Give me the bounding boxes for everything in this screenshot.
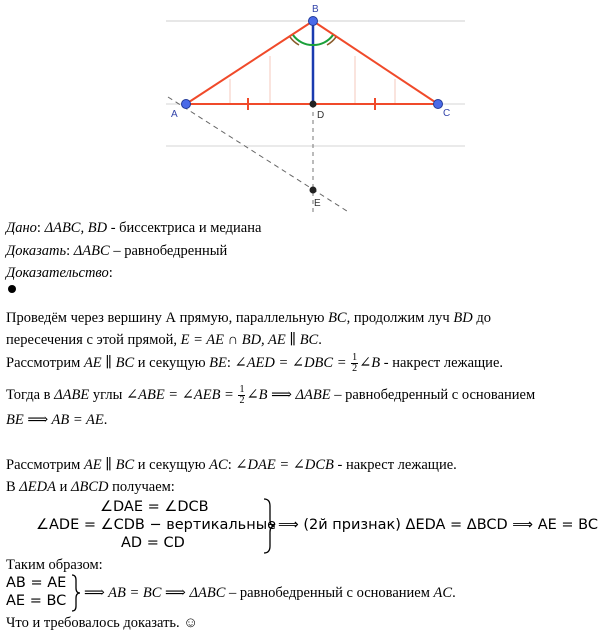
proof-label-line: Доказательство:	[6, 265, 113, 281]
label-d: D	[317, 110, 325, 121]
system5-row1: ∠DAE = ∠DCB	[100, 499, 209, 515]
proof-label: Доказательство	[6, 265, 109, 281]
label-b: B	[312, 4, 319, 15]
step4-line: Рассмотрим AE ∥ BC и секущую AC: ∠DAE = ∠DCB - накрест лежащие.	[6, 457, 457, 473]
step2-line: Рассмотрим AE ∥ BC и секущую BE: ∠AED = ∠DBC = $\frac{1}{2}$ ∠B - накрест лежащие.	[6, 352, 503, 374]
prove-line: Доказать: ΔABC – равнобедренный	[6, 243, 228, 259]
point-b	[309, 17, 318, 26]
fraction-half: $\frac{1}{2}$	[352, 352, 358, 374]
point-d	[310, 101, 317, 108]
label-c: C	[443, 108, 451, 119]
system5-row2: ∠ADE = ∠CDB − вертикальные	[36, 517, 277, 533]
system6-row2: AE = BC	[6, 593, 67, 609]
step1-line2: пересечения с этой прямой, E = AE ∩ BD, AE ∥ BC.	[6, 332, 322, 348]
given-line: Дано: ΔABC, BD - биссектриса и медиана	[6, 220, 262, 236]
step6-label: Таким образом:	[6, 557, 103, 573]
step3-line1: Тогда в ΔABE углы ∠ABE = ∠AEB = $\frac{1}{2}$ ∠B ⟹ ΔABE – равнобедренный с основанием	[6, 384, 536, 406]
label-a: A	[171, 109, 178, 120]
prove-label: Доказать	[6, 243, 67, 259]
point-e	[310, 187, 317, 194]
step6-result: ⟹ AB = BC ⟹ ΔABC – равнобедренный с основанием AC.	[84, 585, 456, 601]
prove-text: – равнобедренный	[109, 243, 228, 259]
label-e: E	[314, 198, 321, 209]
system6-row1: AB = AE	[6, 575, 67, 591]
step1-line1: Проведём через вершину А прямую, параллельную BC, продолжим луч BD до	[6, 310, 491, 326]
step3-line2: BE ⟹ AB = AE.	[6, 412, 108, 428]
fraction-half: $\frac{1}{2}$	[239, 384, 245, 406]
prove-math: ΔABC	[73, 243, 110, 259]
point-a	[182, 100, 191, 109]
geometry-figure	[0, 0, 600, 218]
right-brace-6	[70, 574, 82, 612]
point-c	[434, 100, 443, 109]
given-math: ΔABC, BD	[44, 220, 108, 236]
given-label: Дано	[6, 220, 37, 236]
right-brace-5	[262, 498, 276, 554]
system5-result: ⟹ (2й признак) ΔEDA = ΔBCD ⟹ AE = BC	[278, 517, 598, 533]
conclusion-line: Что и требовалось доказать. ☺	[6, 615, 199, 631]
given-text: - биссектриса и медиана	[107, 220, 262, 236]
system5-row3: AD = CD	[121, 535, 185, 551]
bullet	[8, 285, 16, 293]
step5-line: В ΔEDA и ΔBCD получаем:	[6, 479, 175, 495]
